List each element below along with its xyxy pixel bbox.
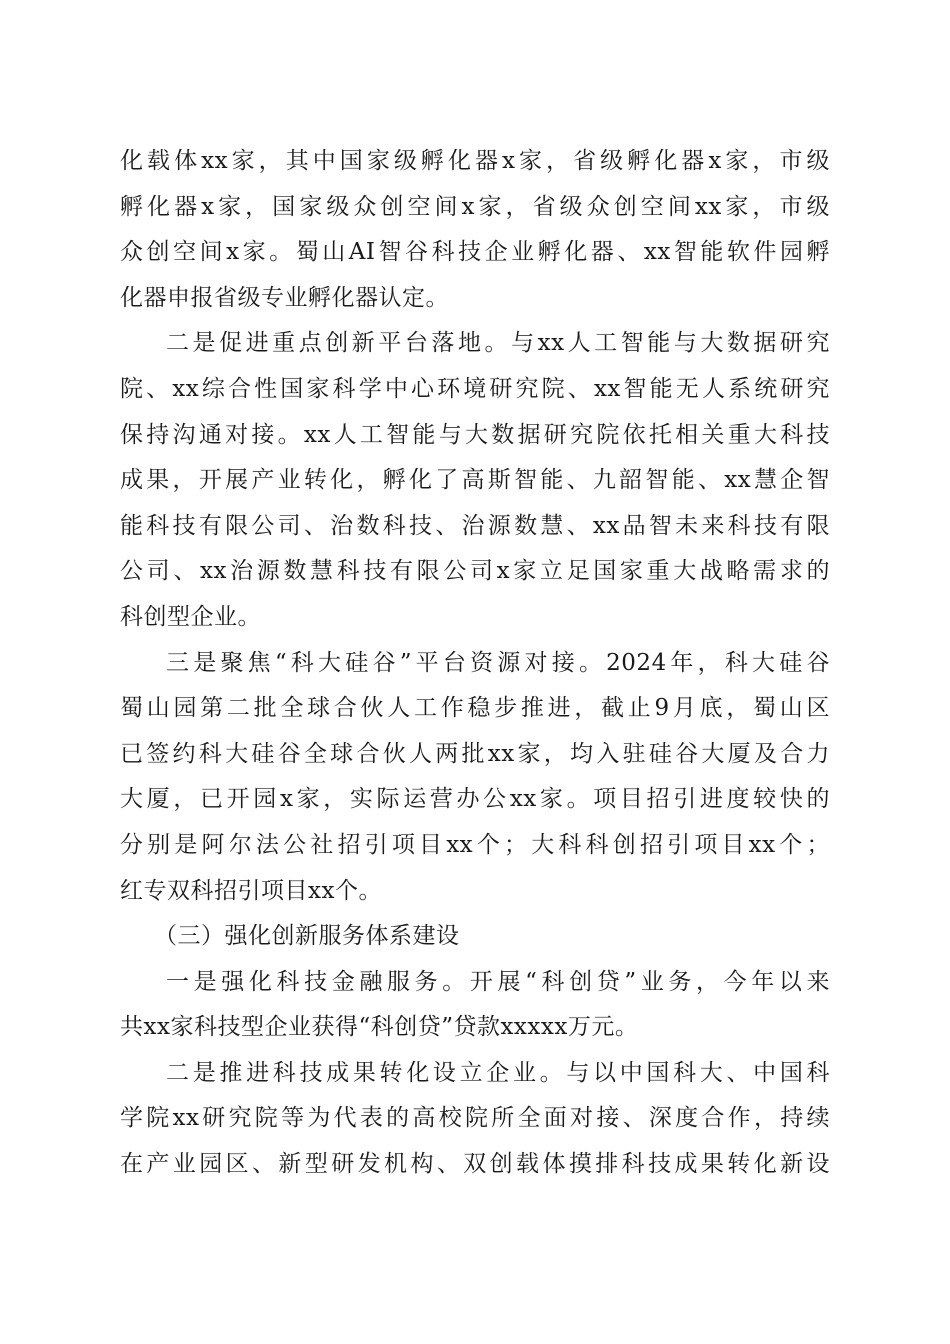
text-line: 共xx家科技型企业获得“科创贷”贷款xxxxx万元。 [120, 1014, 639, 1041]
text-line: 成果，开展产业转化，孵化了高斯智能、九韶智能、xx慧企智 [120, 467, 830, 494]
text-line: 化器申报省级专业孵化器认定。 [120, 284, 449, 311]
text-line: 已签约科大硅谷全球合伙人两批xx家，均入驻硅谷大厦及合力 [120, 740, 830, 767]
text-line: 蜀山园第二批全球合伙人工作稳步推进，截止9月底，蜀山区 [120, 695, 830, 722]
text-line: 能科技有限公司、治数科技、治源数慧、xx品智未来科技有限 [120, 512, 830, 539]
text-line: 化载体xx家，其中国家级孵化器x家，省级孵化器x家，市级 [120, 148, 830, 174]
text-line: 二是促进重点创新平台落地。与xx人工智能与大数据研究 [166, 330, 830, 357]
text-line: 公司、xx治源数慧科技有限公司x家立足国家重大战略需求的 [120, 558, 830, 585]
text-line: 二是推进科技成果转化设立企业。与以中国科大、中国科 [166, 1059, 830, 1086]
section-heading: （三）强化创新服务体系建设 [154, 923, 460, 950]
text-line: 科创型企业。 [120, 603, 261, 630]
text-line: 保持沟通对接。xx人工智能与大数据研究院依托相关重大科技 [120, 421, 830, 448]
text-line: 三是聚焦“科大硅谷”平台资源对接。2024年，科大硅谷 [166, 649, 830, 676]
text-line: 在产业园区、新型研发机构、双创载体摸排科技成果转化新设 [120, 1151, 830, 1178]
text-line: 孵化器x家，国家级众创空间x家，省级众创空间xx家，市级 [120, 193, 830, 220]
text-line: 众创空间x家。蜀山AI智谷科技企业孵化器、xx智能软件园孵 [120, 239, 830, 266]
text-line: 学院xx研究院等为代表的高校院所全面对接、深度合作，持续 [120, 1105, 830, 1132]
text-line: 院、xx综合性国家科学中心环境研究院、xx智能无人系统研究 [120, 375, 830, 402]
text-line: 大厦，已开园x家，实际运营办公xx家。项目招引进度较快的 [120, 786, 830, 813]
text-line: 一是强化科技金融服务。开展“科创贷”业务，今年以来 [166, 968, 830, 995]
text-line: 分别是阿尔法公社招引项目xx个；大科科创招引项目xx个； [120, 831, 830, 858]
document-body [120, 139, 830, 1188]
text-line: 红专双科招引项目xx个。 [120, 877, 382, 904]
